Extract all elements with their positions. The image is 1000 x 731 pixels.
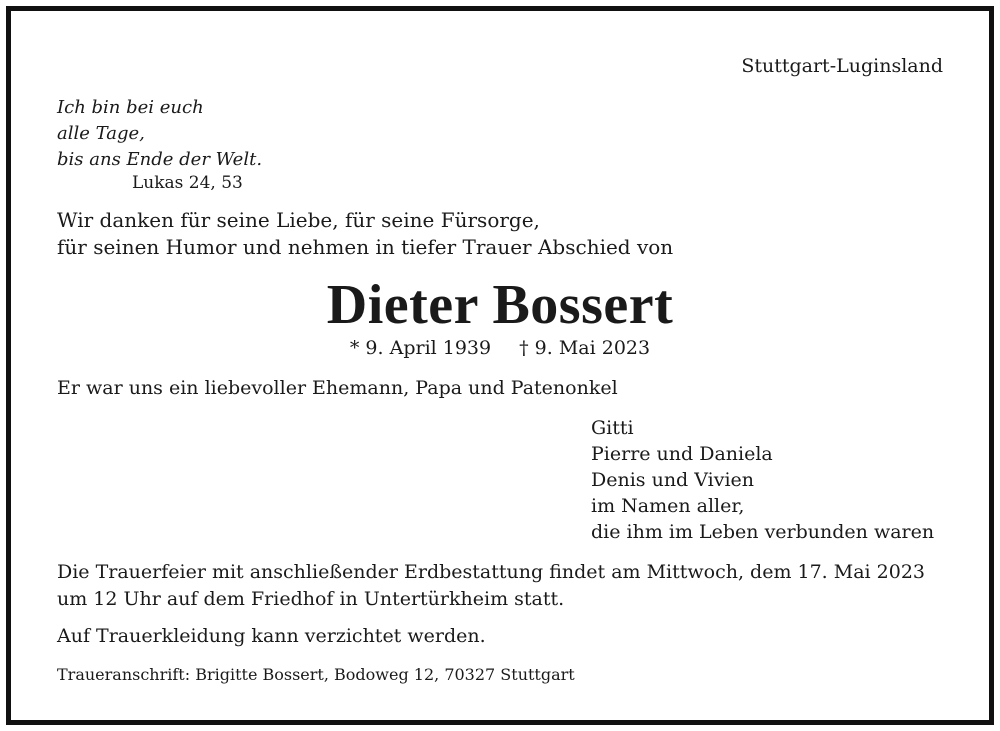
- life-dates: [11, 337, 989, 359]
- ceremony-line: um 12 Uhr auf dem Friedhof in Untertürkheim statt.: [57, 588, 565, 610]
- deceased-name: Dieter Bossert: [326, 274, 674, 336]
- bible-verse: [57, 95, 262, 173]
- verse-line: bis ans Ende der Welt.: [57, 149, 263, 170]
- relationship-text: Er war uns ein liebevoller Ehemann, Papa und Patenonkel: [57, 377, 618, 399]
- intro-text: [57, 207, 673, 261]
- ceremony-info: [57, 559, 925, 613]
- mourning-address: Traueranschrift: Brigitte Bossert, Bodoweg 12, 70327 Stuttgart: [57, 665, 575, 684]
- mourner-line: die ihm im Leben verbunden waren: [591, 521, 935, 543]
- mourner-line: Pierre und Daniela: [591, 443, 773, 465]
- verse-line: Ich bin bei euch: [57, 97, 204, 118]
- verse-reference: Lukas 24, 53: [132, 173, 243, 193]
- mourners-list: [591, 415, 934, 545]
- obituary-notice: [6, 6, 994, 725]
- mourner-line: Denis und Vivien: [591, 469, 755, 491]
- intro-line: für seinen Humor und nehmen in tiefer Trauer Abschied von: [57, 235, 674, 259]
- death-date: † 9. Mai 2023: [519, 337, 651, 359]
- birth-date: * 9. April 1939: [349, 337, 492, 359]
- attire-note: Auf Trauerkleidung kann verzichtet werden.: [57, 625, 486, 647]
- verse-line: alle Tage,: [57, 123, 145, 144]
- intro-line: Wir danken für seine Liebe, für seine Fürsorge,: [57, 208, 540, 232]
- location-label: Stuttgart-Luginsland: [741, 55, 943, 77]
- mourner-line: Gitti: [591, 417, 634, 439]
- mourner-line: im Namen aller,: [591, 495, 745, 517]
- ceremony-line: Die Trauerfeier mit anschließender Erdbestattung findet am Mittwoch, dem 17. Mai 2023: [57, 561, 926, 583]
